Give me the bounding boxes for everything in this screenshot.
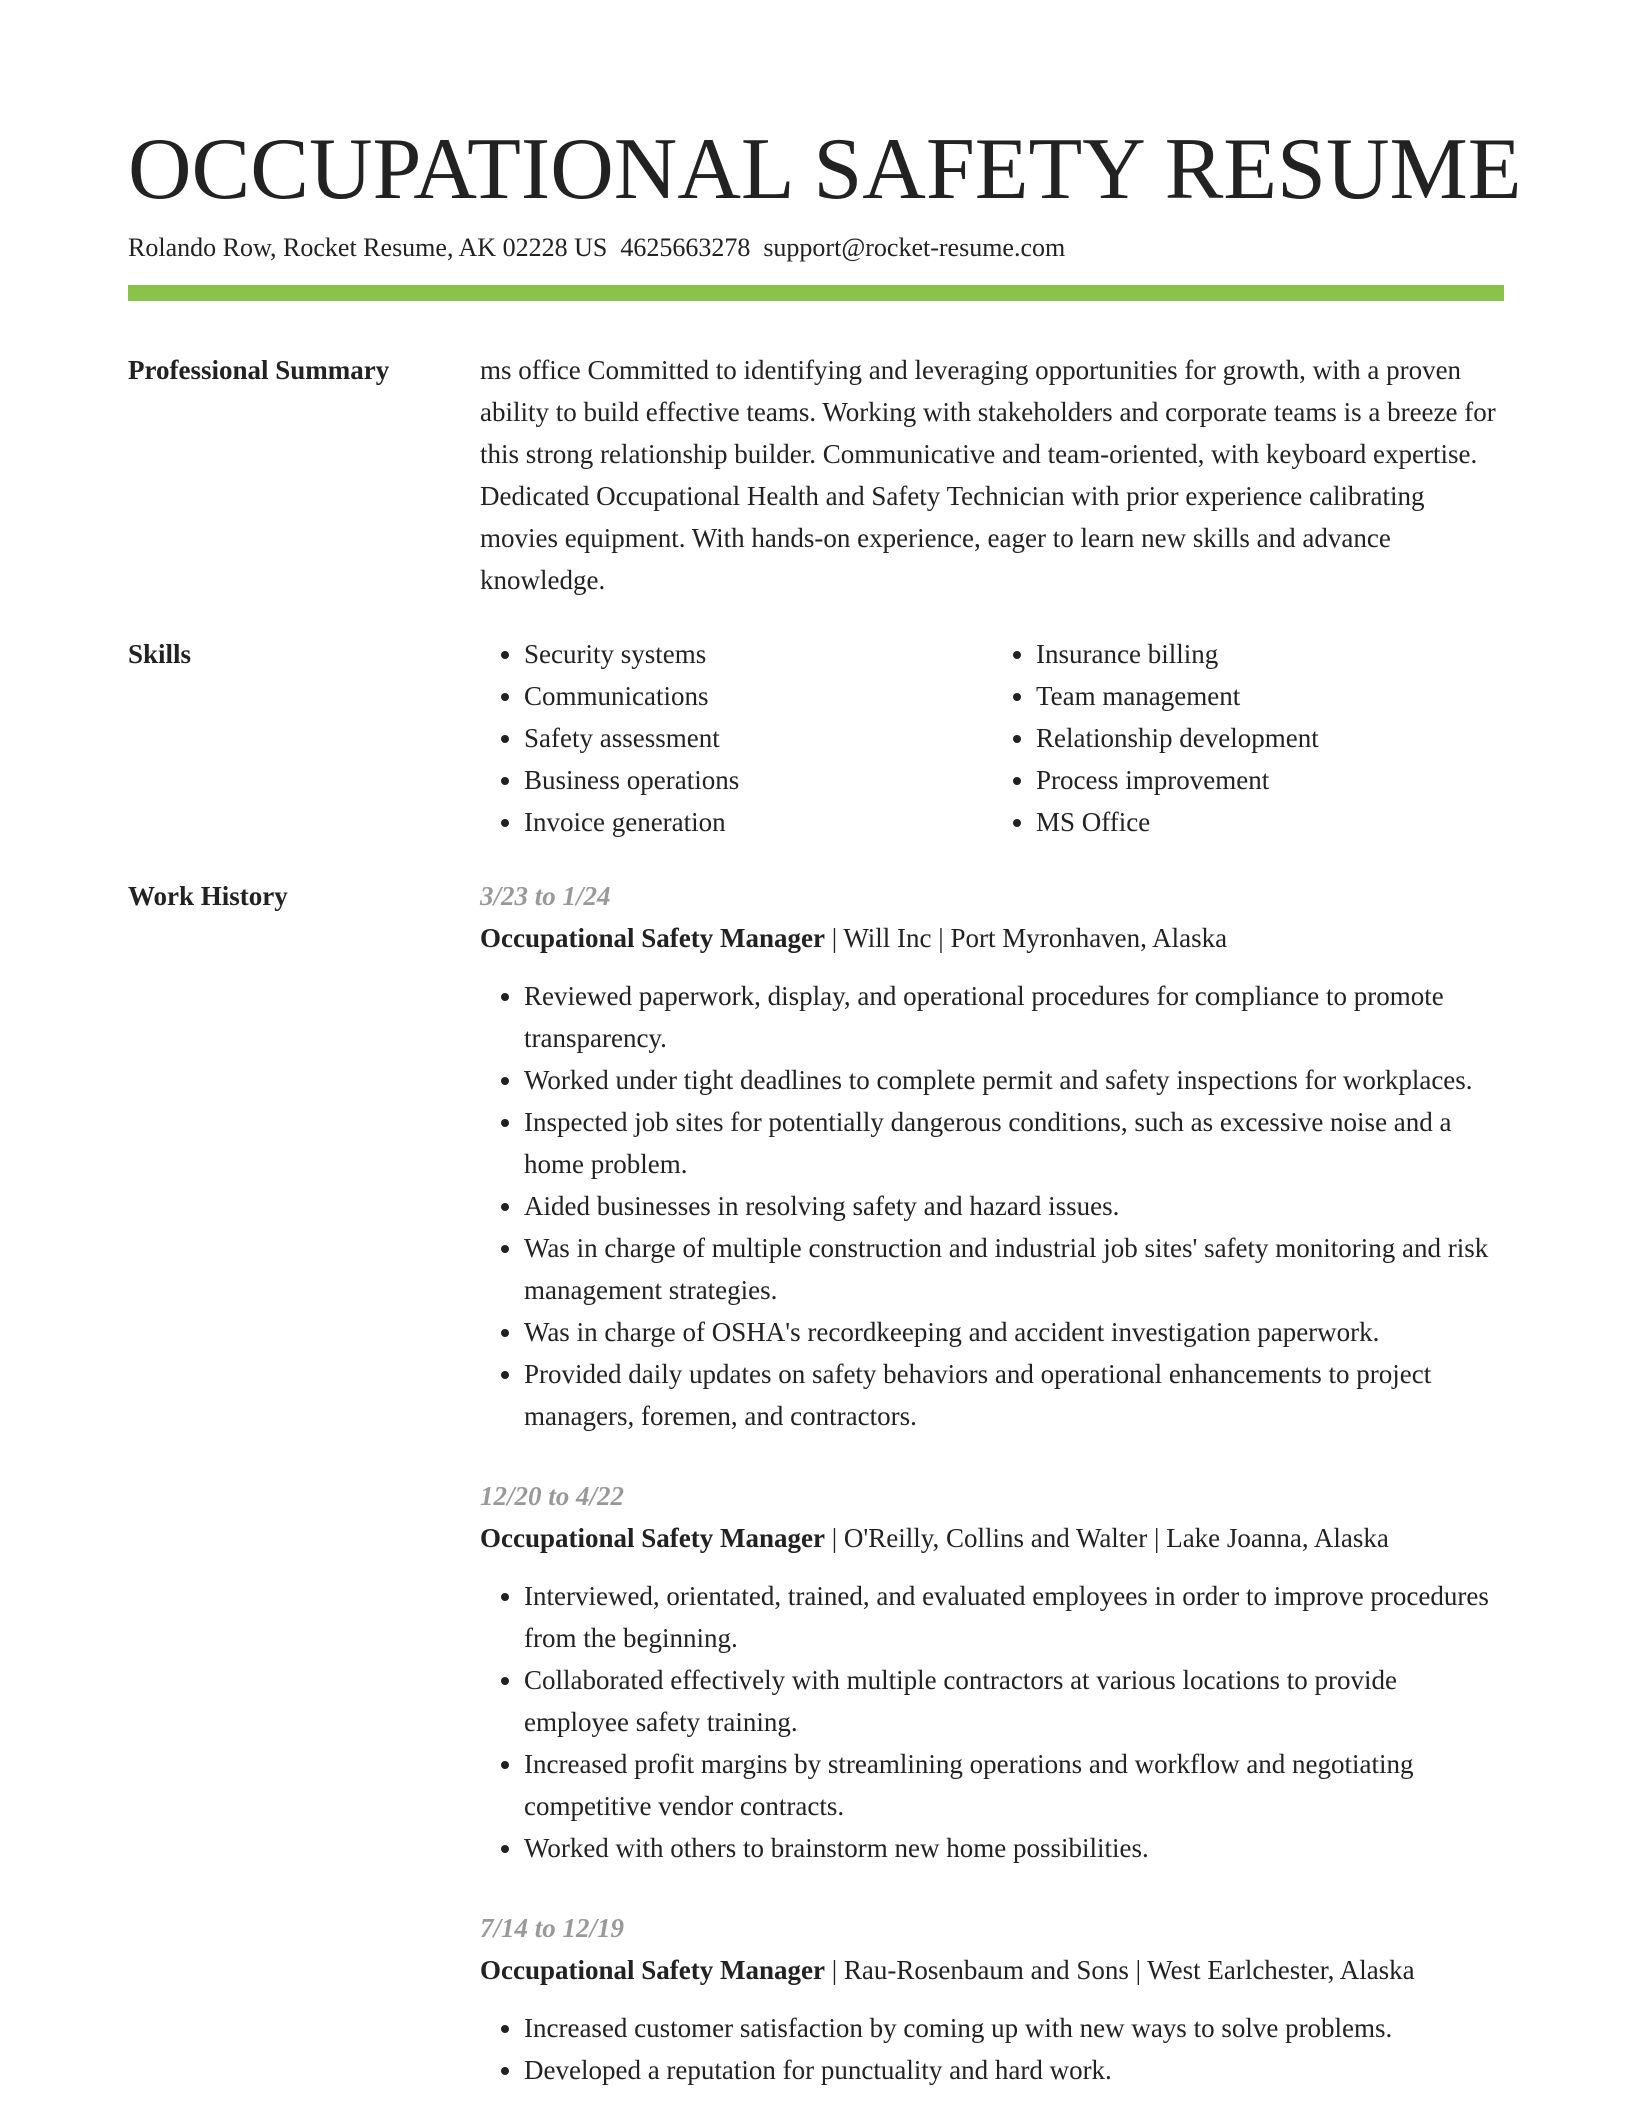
- job-separator: |: [1147, 1523, 1167, 1553]
- skill-item: • Insurance billing: [1036, 633, 1504, 675]
- skill-item: • Relationship development: [1036, 717, 1504, 759]
- resume-title: OCCUPATIONAL SAFETY RESUME: [128, 121, 1522, 218]
- job-title: Occupational Safety Manager: [480, 1523, 825, 1553]
- job-bullet: • Worked under tight deadlines to complete permit and safety inspections for workplaces.: [524, 1059, 1504, 1101]
- job-title: Occupational Safety Manager: [480, 923, 825, 953]
- job-entry: [480, 875, 1504, 1437]
- job-bullet: • Collaborated effectively with multiple contractors at various locations to provide employee safety training.: [524, 1659, 1504, 1743]
- job-location: West Earlchester, Alaska: [1147, 1955, 1415, 1985]
- job-separator: |: [824, 1955, 844, 1985]
- skills-list-left: [480, 633, 992, 843]
- job-separator: |: [824, 923, 844, 953]
- job-bullet: • Worked with others to brainstorm new home possibilities.: [524, 1827, 1504, 1869]
- job-entry: [480, 1475, 1504, 1869]
- skills-columns: [480, 633, 1504, 843]
- job-bullet-list: [480, 1575, 1504, 1869]
- job-company: Will Inc: [843, 923, 932, 953]
- work-history-body: [480, 875, 1504, 2091]
- contact-address: Rolando Row, Rocket Resume, AK 02228 US: [128, 233, 608, 262]
- summary-body: [480, 349, 1504, 601]
- job-bullet: • Increased customer satisfaction by coming up with new ways to solve problems.: [524, 2007, 1504, 2049]
- job-dates: 3/23 to 1/24: [480, 881, 611, 911]
- summary-text: ms office Committed to identifying and leveraging opportunities for growth, with a proven ability to build effective teams. Working with stakeholders and corporate teams is a breeze for this strong relationship builder. Communicative and team-oriented, with keyboard expertise. Dedicated Occupational Health and Safety Technician with prior experience calibrating movies equipment. With hands-on experience, eager to learn new skills and advance knowledge.: [480, 355, 1496, 595]
- job-dates: 12/20 to 4/22: [480, 1481, 625, 1511]
- contact-phone: 4625663278: [620, 233, 751, 262]
- job-location: Lake Joanna, Alaska: [1166, 1523, 1389, 1553]
- job-heading-line: [480, 1949, 1504, 1991]
- job-separator: |: [824, 1523, 844, 1553]
- job-location: Port Myronhaven, Alaska: [950, 923, 1228, 953]
- skill-item: • Business operations: [524, 759, 992, 801]
- job-company: Rau-Rosenbaum and Sons: [843, 1955, 1129, 1985]
- job-separator: |: [1128, 1955, 1148, 1985]
- summary-heading: Professional Summary: [128, 355, 390, 385]
- skills-list-right: [992, 633, 1504, 843]
- job-dates: 7/14 to 12/19: [480, 1913, 625, 1943]
- skill-item: • Process improvement: [1036, 759, 1504, 801]
- job-bullet: • Developed a reputation for punctuality and hard work.: [524, 2049, 1504, 2091]
- job-bullet: • Was in charge of OSHA's recordkeeping and accident investigation paperwork.: [524, 1311, 1504, 1353]
- job-bullet-list: [480, 975, 1504, 1437]
- job-bullet: • Was in charge of multiple construction and industrial job sites' safety monitoring and risk management strategies.: [524, 1227, 1504, 1311]
- job-bullet: • Increased profit margins by streamlining operations and workflow and negotiating competitive vendor contracts.: [524, 1743, 1504, 1827]
- job-separator: |: [931, 923, 951, 953]
- job-entry: [480, 1907, 1504, 2091]
- skill-item: • Communications: [524, 675, 992, 717]
- work-history-heading: Work History: [128, 881, 288, 911]
- job-bullet: • Reviewed paperwork, display, and operational procedures for compliance to promote transparency.: [524, 975, 1504, 1059]
- job-bullet: • Interviewed, orientated, trained, and evaluated employees in order to improve procedures from the beginning.: [524, 1575, 1504, 1659]
- contact-line: [128, 230, 1065, 266]
- job-bullet: • Provided daily updates on safety behaviors and operational enhancements to project managers, foremen, and contractors.: [524, 1353, 1504, 1437]
- job-bullet: • Inspected job sites for potentially dangerous conditions, such as excessive noise and a home problem.: [524, 1101, 1504, 1185]
- job-heading-line: [480, 1517, 1504, 1559]
- job-bullet: • Aided businesses in resolving safety and hazard issues.: [524, 1185, 1504, 1227]
- skill-item: • MS Office: [1036, 801, 1504, 843]
- skill-item: • Invoice generation: [524, 801, 992, 843]
- job-bullet-list: [480, 2007, 1504, 2091]
- skill-item: • Team management: [1036, 675, 1504, 717]
- skill-item: • Safety assessment: [524, 717, 992, 759]
- job-company: O'Reilly, Collins and Walter: [843, 1523, 1148, 1553]
- job-heading-line: [480, 917, 1504, 959]
- contact-email: support@rocket-resume.com: [763, 233, 1066, 262]
- skills-body: [480, 633, 1504, 843]
- skills-heading: Skills: [128, 639, 192, 669]
- header-divider: [128, 285, 1504, 301]
- skill-item: • Security systems: [524, 633, 992, 675]
- job-title: Occupational Safety Manager: [480, 1955, 825, 1985]
